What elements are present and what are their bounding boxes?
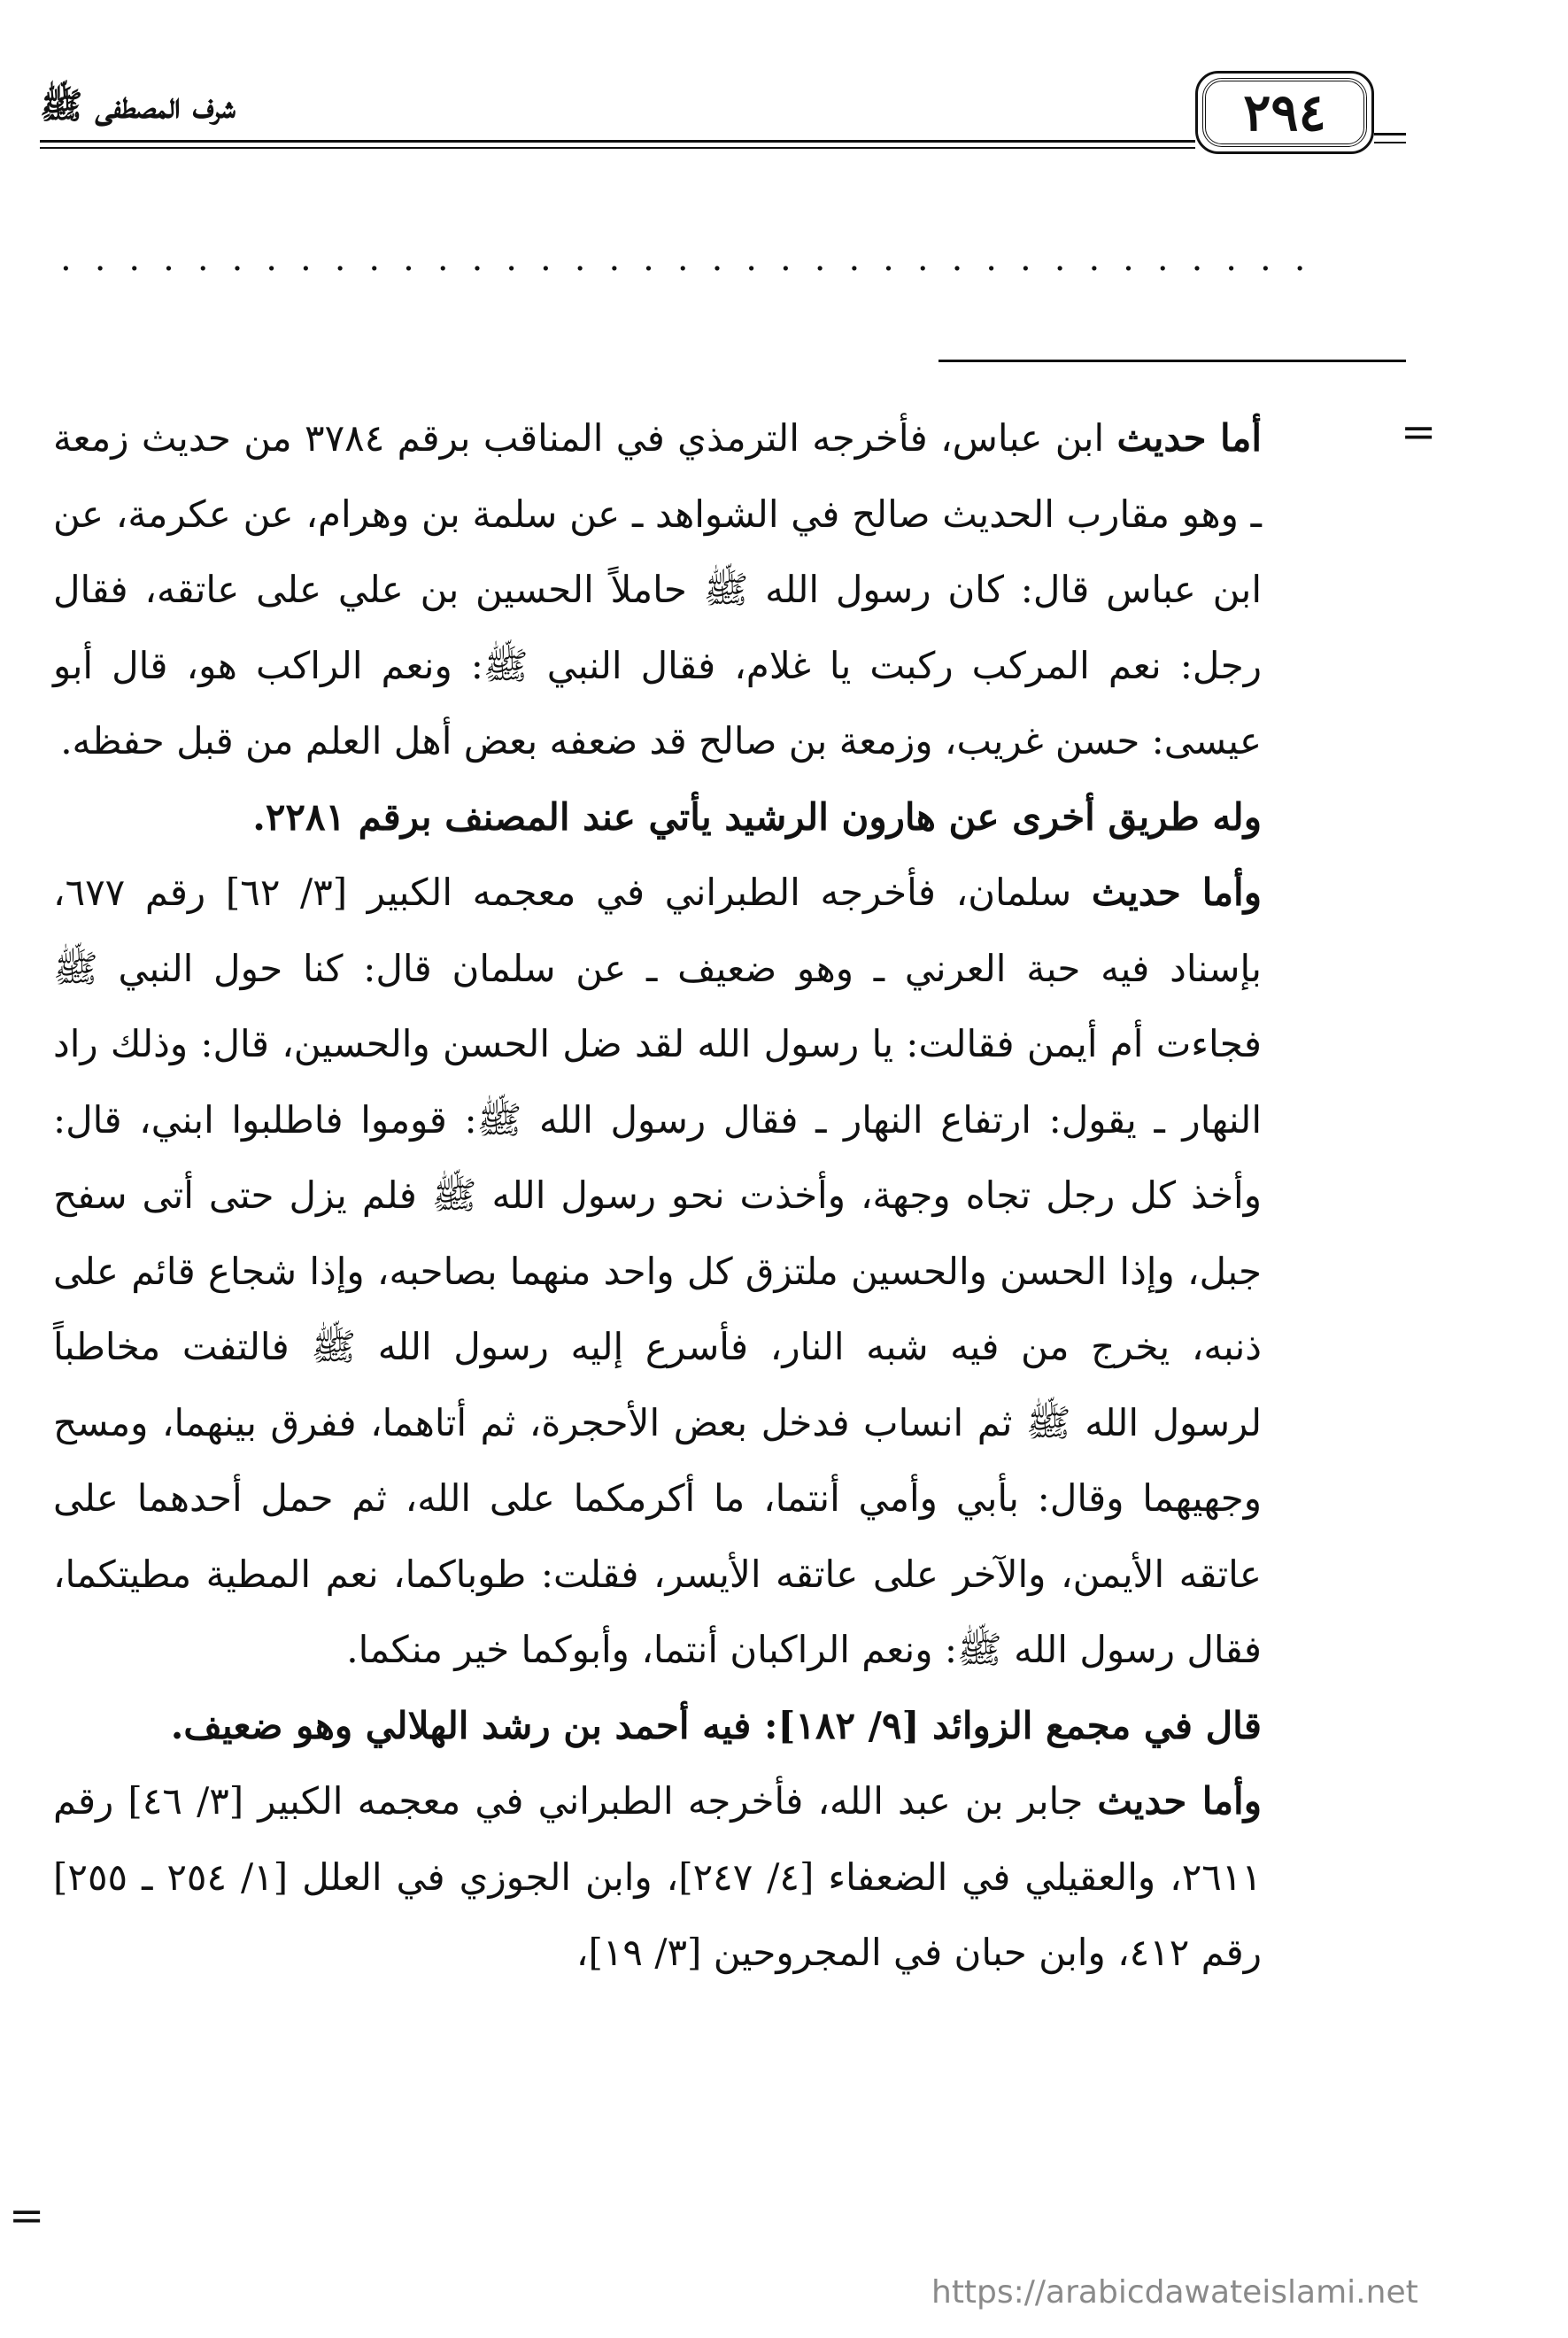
continuation-mark-end: = <box>9 2191 45 2241</box>
paragraph-text: ابن عباس، فأخرجه الترمذي في المناقب برقم ٣٧٨٤ من حديث زمعة ـ وهو مقارب الحديث صالح في الشواهد ـ عن سلمة بن وهرام، عن عكرمة، عن ابن عباس قال: كان رسول الله ﷺ حاملاً الحسين بن علي على عاتقه، فقال رجل: نعم المركب ركبت يا غلام، فقال النبي ﷺ: ونعم الراكب هو، قال أبو عيسى: حسن غريب، وزمعة بن صالح قد ضعفه بعض أهل العلم من قبل حفظه. <box>53 416 1262 763</box>
paragraph-text: وله طريق أخرى عن هارون الرشيد يأتي عند المصنف برقم ٢٢٨١. <box>252 794 1262 839</box>
paragraph-harun <box>53 779 1262 855</box>
paragraph-text: قال في مجمع الزوائد [٩/ ١٨٢]: فيه أحمد بن رشد الهلالي وهو ضعيف. <box>170 1703 1262 1747</box>
footnote-rule <box>938 360 1406 362</box>
dotted-separator: ..................................... <box>60 241 1329 276</box>
book-title: شرف المصطفى ﷺ <box>40 85 236 127</box>
header-rule-left-thin <box>40 147 1195 149</box>
paragraph-lead: وأما حديث <box>1091 871 1262 914</box>
paragraph-majma <box>53 1688 1262 1764</box>
header-rule-right <box>1374 133 1406 135</box>
paragraph-ibn-abbas <box>53 400 1262 779</box>
watermark-url: https://arabicdawateislami.net <box>931 2274 1418 2311</box>
continuation-mark-start: = <box>1401 407 1437 457</box>
page-number: ٢٩٤ <box>1202 78 1367 147</box>
paragraph-lead: أما حديث <box>1116 416 1262 460</box>
paragraph-jabir <box>53 1763 1262 1991</box>
paragraph-text: جابر بن عبد الله، فأخرجه الطبراني في معجمه الكبير [٣/ ٤٦] رقم ٢٦١١، والعقيلي في الضعفاء [٤/ ٢٤٧]، وابن الجوزي في العلل [١/ ٢٥٤ ـ ٢٥٥] رقم ٤١٢، وابن حبان في المجروحين [٣/ ١٩]، <box>53 1779 1262 1974</box>
paragraph-text: سلمان، فأخرجه الطبراني في معجمه الكبير [٣/ ٦٢] رقم ٦٧٧، بإسناد فيه حبة العرني ـ وهو ضعيف ـ عن سلمان قال: كنا حول النبي ﷺ فجاءت أم أيمن فقالت: يا رسول الله لقد ضل الحسن والحسين، قال: وذلك راد النهار ـ يقول: ارتفاع النهار ـ فقال رسول الله ﷺ: قوموا فاطلبوا ابني، قال: وأخذ كل رجل تجاه وجهة، وأخذت نحو رسول الله ﷺ فلم يزل حتى أتى سفح جبل، وإذا الحسن والحسين ملتزق كل واحد منهما بصاحبه، وإذا شجاع قائم على ذنبه، يخرج من فيه شبه النار، فأسرع إليه رسول الله ﷺ فالتفت مخاطباً لرسول الله ﷺ ثم انساب فدخل بعض الأحجرة، ثم أتاهما، ففرق بينهما، ومسح وجهيهما وقال: بأبي وأمي أنتما، ما أكرمكما على الله، ثم حمل أحدهما على عاتقه الأيمن، والآخر على عاتقه الأيسر، فقلت: طوباكما، نعم المطية مطيتكما، فقال رسول الله ﷺ: ونعم الراكبان أنتما، وأبوكما خير منكما. <box>53 871 1262 1671</box>
paragraph-salman <box>53 855 1262 1688</box>
header-rule-left <box>40 140 1195 143</box>
header-rule-right-thin <box>1374 142 1406 143</box>
footnote-body <box>53 400 1262 1991</box>
paragraph-lead: وأما حديث <box>1097 1779 1262 1823</box>
